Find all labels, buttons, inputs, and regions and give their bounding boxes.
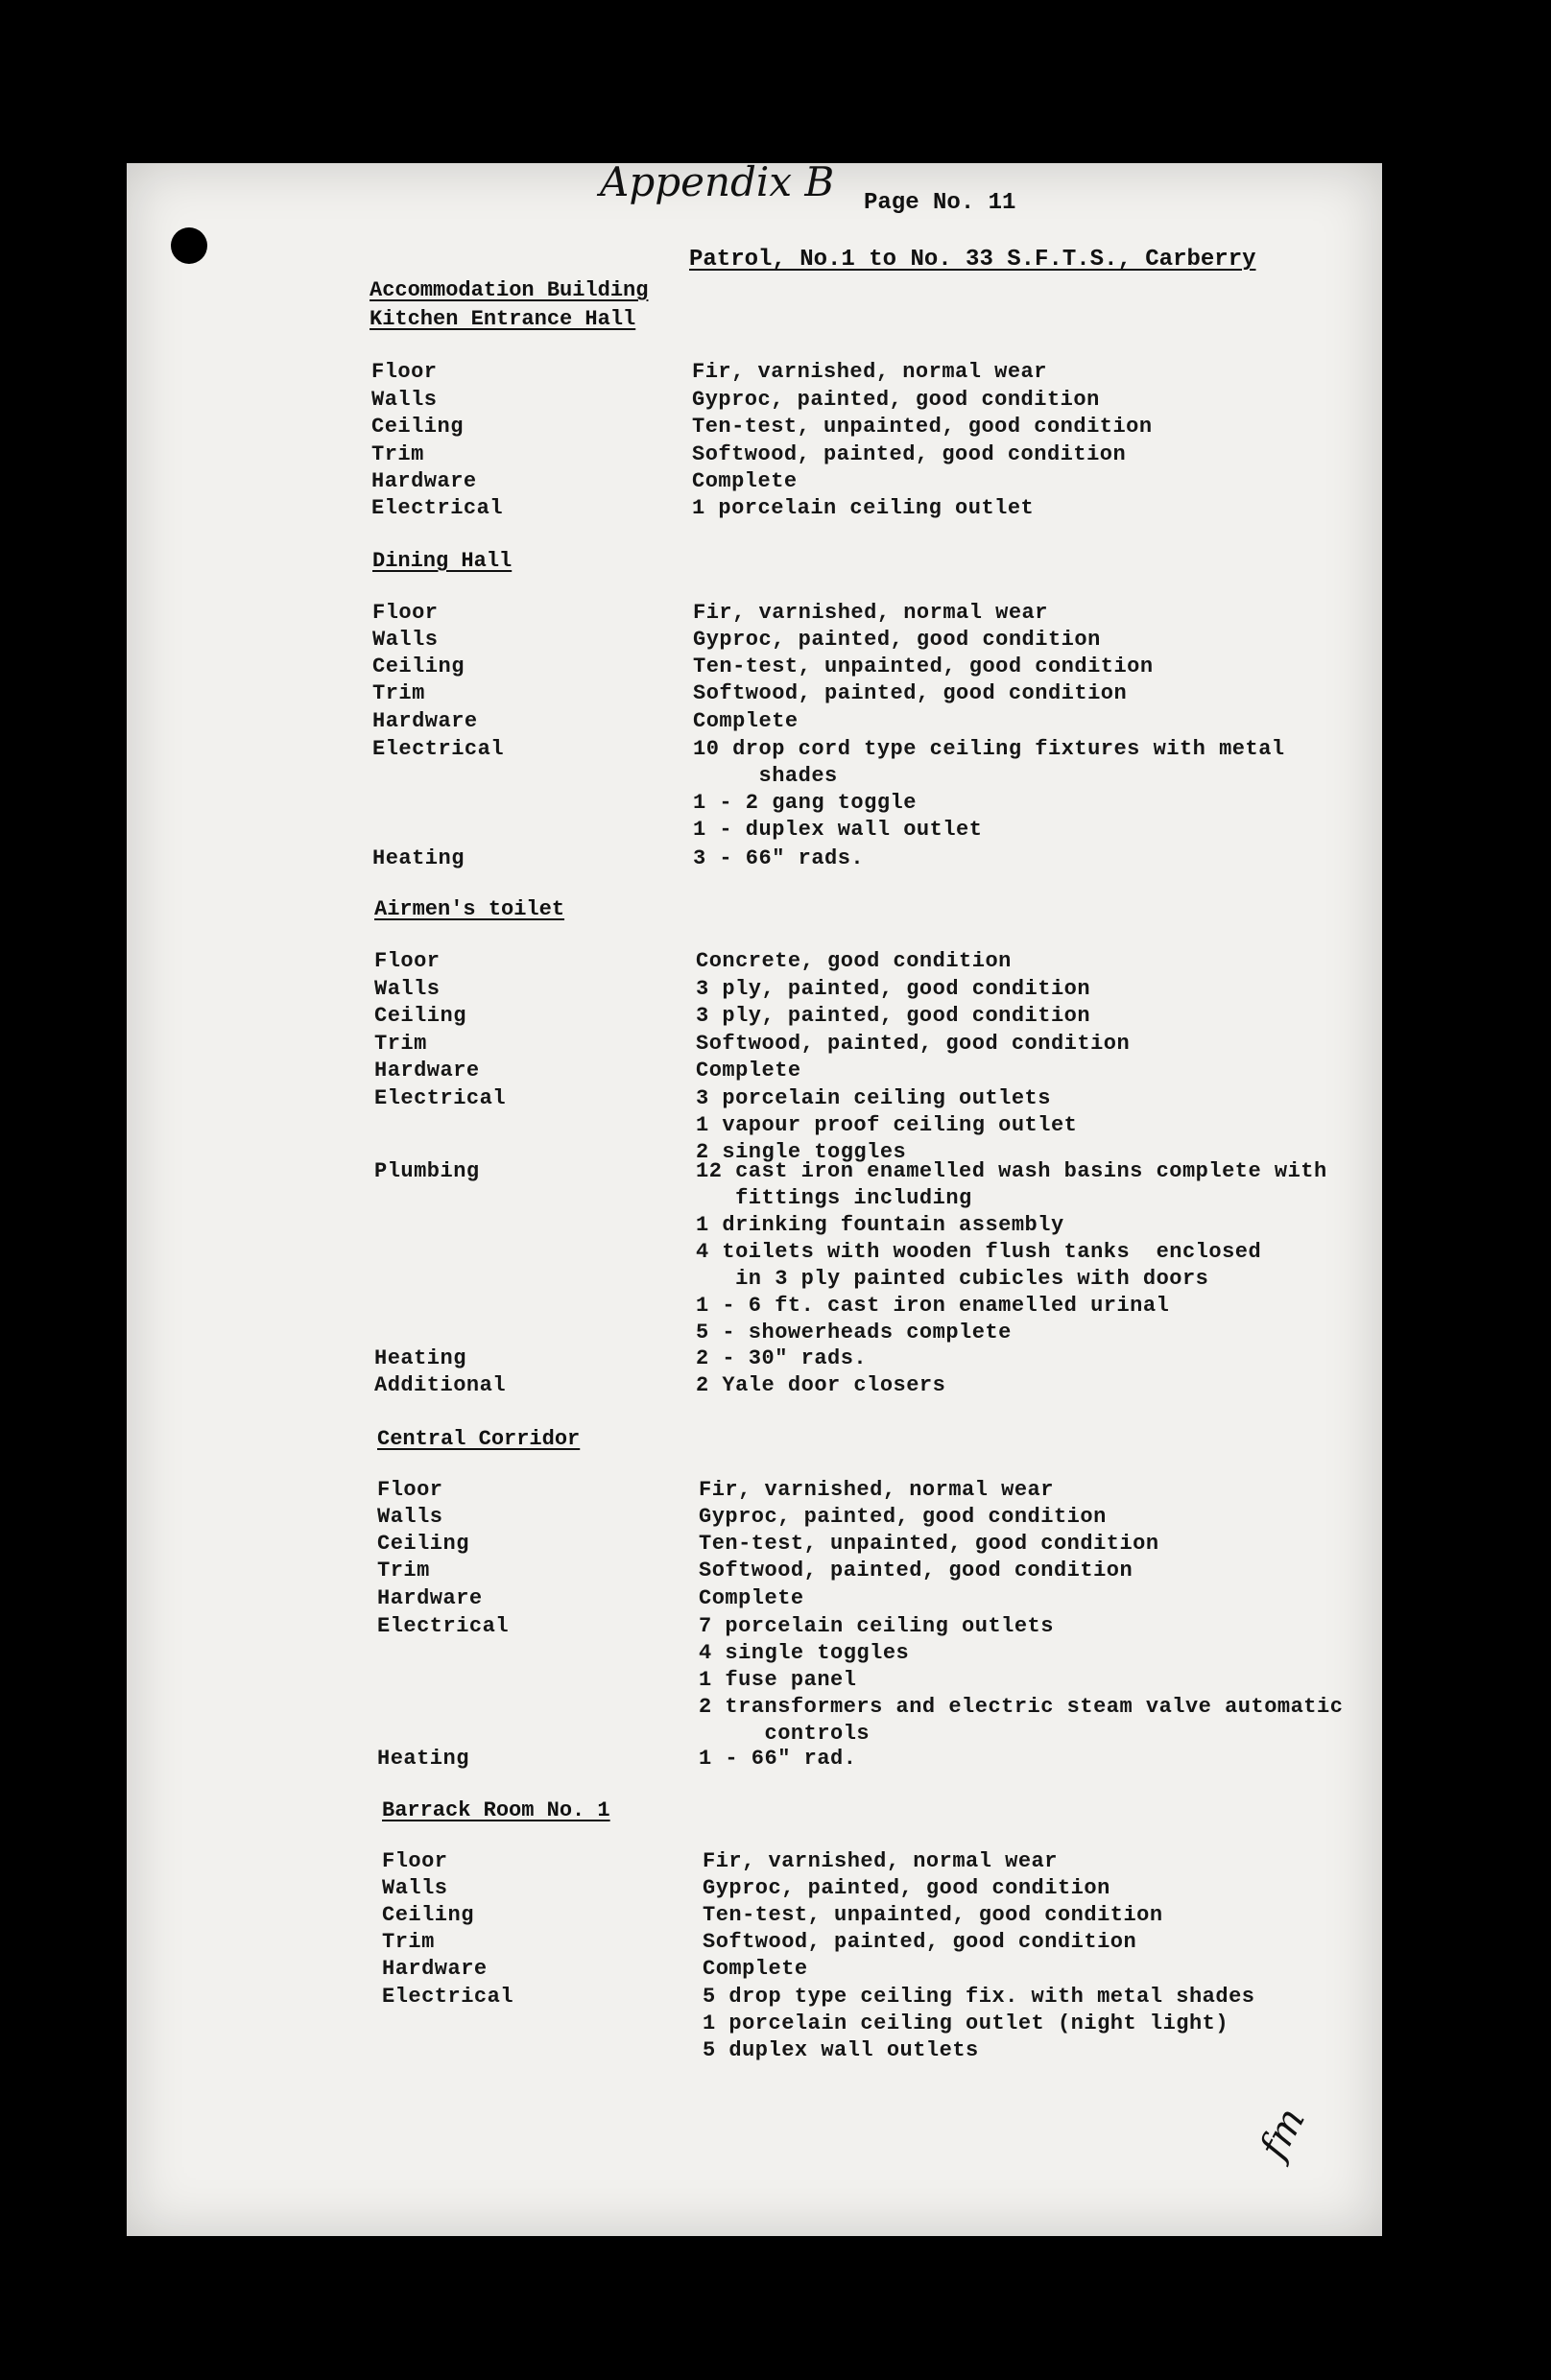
row-label: Floor — [377, 1478, 443, 1502]
row-value: 2 single toggles — [696, 1140, 907, 1164]
row-value: Complete — [693, 709, 799, 733]
row-label: Ceiling — [374, 1004, 466, 1028]
row-value: 1 porcelain ceiling outlet — [692, 496, 1035, 520]
row-value: Softwood, painted, good condition — [693, 681, 1128, 705]
row-value: 1 - 2 gang toggle — [693, 791, 917, 815]
row-label: Heating — [374, 1346, 466, 1370]
row-label: Heating — [377, 1747, 469, 1771]
row-value: Softwood, painted, good condition — [703, 1930, 1137, 1954]
row-value: Complete — [703, 1957, 808, 1981]
row-value: 2 - 30" rads. — [696, 1346, 868, 1370]
row-label: Hardware — [382, 1957, 488, 1981]
row-value: Gyproc, painted, good condition — [693, 628, 1101, 652]
handwritten-initials: fm — [1251, 2100, 1315, 2167]
row-label: Hardware — [374, 1059, 480, 1083]
row-label: Walls — [377, 1505, 443, 1529]
row-value: 1 vapour proof ceiling outlet — [696, 1113, 1078, 1137]
row-value: Fir, varnished, normal wear — [703, 1849, 1058, 1873]
section-title: Barrack Room No. 1 — [382, 1798, 610, 1822]
row-value: Fir, varnished, normal wear — [692, 360, 1047, 384]
row-label: Hardware — [371, 469, 477, 493]
row-label: Ceiling — [377, 1532, 469, 1556]
row-value: Fir, varnished, normal wear — [699, 1478, 1054, 1502]
section-title: Airmen's toilet — [374, 897, 565, 921]
building-title: Accommodation Building — [370, 278, 649, 302]
row-label: Hardware — [377, 1586, 483, 1610]
row-label: Ceiling — [382, 1903, 474, 1927]
section-title: Central Corridor — [377, 1427, 581, 1451]
row-value: 1 drinking fountain assembly — [696, 1213, 1064, 1237]
row-label: Electrical — [371, 496, 504, 520]
row-label: Electrical — [374, 1086, 507, 1110]
row-label: Hardware — [372, 709, 478, 733]
page-number: Page No. 11 — [864, 190, 1016, 216]
row-value: controls — [699, 1722, 871, 1746]
row-label: Walls — [372, 628, 439, 652]
row-label: Floor — [382, 1849, 448, 1873]
row-value: 5 drop type ceiling fix. with metal shades — [703, 1985, 1255, 2009]
row-value: 1 - 6 ft. cast iron enamelled urinal — [696, 1294, 1170, 1318]
report-title: Patrol, No.1 to No. 33 S.F.T.S., Carberry — [689, 247, 1256, 273]
row-value: 4 toilets with wooden flush tanks enclosed — [696, 1240, 1262, 1264]
handwritten-heading: Appendix B — [600, 158, 835, 205]
row-value: 5 - showerheads complete — [696, 1321, 1012, 1345]
row-value: Gyproc, painted, good condition — [692, 388, 1100, 412]
row-label: Heating — [372, 846, 465, 870]
row-value: Complete — [699, 1586, 804, 1610]
row-value: 1 porcelain ceiling outlet (night light) — [703, 2011, 1229, 2035]
row-label: Ceiling — [371, 415, 464, 439]
row-label: Plumbing — [374, 1159, 480, 1183]
row-value: shades — [693, 764, 838, 788]
row-value: in 3 ply painted cubicles with doors — [696, 1267, 1209, 1291]
row-label: Trim — [371, 442, 424, 466]
row-value: Gyproc, painted, good condition — [703, 1876, 1110, 1900]
row-value: Ten-test, unpainted, good condition — [692, 415, 1153, 439]
row-label: Floor — [372, 601, 439, 625]
row-value: 1 - 66" rad. — [699, 1747, 857, 1771]
section-title: Kitchen Entrance Hall — [370, 307, 636, 331]
row-value: 4 single toggles — [699, 1641, 910, 1665]
row-value: 2 Yale door closers — [696, 1373, 946, 1397]
row-label: Walls — [374, 977, 441, 1001]
row-label: Electrical — [372, 737, 505, 761]
row-value: 1 - duplex wall outlet — [693, 818, 983, 842]
row-label: Floor — [374, 949, 441, 973]
row-value: Concrete, good condition — [696, 949, 1012, 973]
row-label: Additional — [374, 1373, 507, 1397]
row-value: 3 porcelain ceiling outlets — [696, 1086, 1051, 1110]
row-value: Ten-test, unpainted, good condition — [699, 1532, 1159, 1556]
row-value: 3 ply, painted, good condition — [696, 977, 1091, 1001]
row-label: Trim — [382, 1930, 435, 1954]
row-label: Ceiling — [372, 654, 465, 678]
row-value: 10 drop cord type ceiling fixtures with metal — [693, 737, 1285, 761]
row-label: Trim — [377, 1559, 430, 1583]
row-value: Fir, varnished, normal wear — [693, 601, 1048, 625]
punch-hole — [171, 227, 207, 264]
row-value: Complete — [696, 1059, 801, 1083]
row-value: Softwood, painted, good condition — [692, 442, 1127, 466]
row-value: Ten-test, unpainted, good condition — [703, 1903, 1163, 1927]
row-value: 2 transformers and electric steam valve automatic — [699, 1695, 1344, 1719]
row-value: 5 duplex wall outlets — [703, 2038, 979, 2062]
row-value: fittings including — [696, 1186, 972, 1210]
row-value: 7 porcelain ceiling outlets — [699, 1614, 1054, 1638]
row-label: Trim — [372, 681, 425, 705]
row-value: 3 - 66" rads. — [693, 846, 865, 870]
row-value: Ten-test, unpainted, good condition — [693, 654, 1154, 678]
row-value: 1 fuse panel — [699, 1668, 857, 1692]
row-label: Walls — [382, 1876, 448, 1900]
row-label: Walls — [371, 388, 438, 412]
row-label: Electrical — [382, 1985, 514, 2009]
row-label: Electrical — [377, 1614, 510, 1638]
row-value: 12 cast iron enamelled wash basins complete with — [696, 1159, 1327, 1183]
row-value: 3 ply, painted, good condition — [696, 1004, 1091, 1028]
row-value: Softwood, painted, good condition — [696, 1032, 1131, 1056]
row-value: Softwood, painted, good condition — [699, 1559, 1133, 1583]
row-value: Gyproc, painted, good condition — [699, 1505, 1107, 1529]
section-title: Dining Hall — [372, 549, 513, 573]
row-label: Trim — [374, 1032, 427, 1056]
row-label: Floor — [371, 360, 438, 384]
row-value: Complete — [692, 469, 798, 493]
